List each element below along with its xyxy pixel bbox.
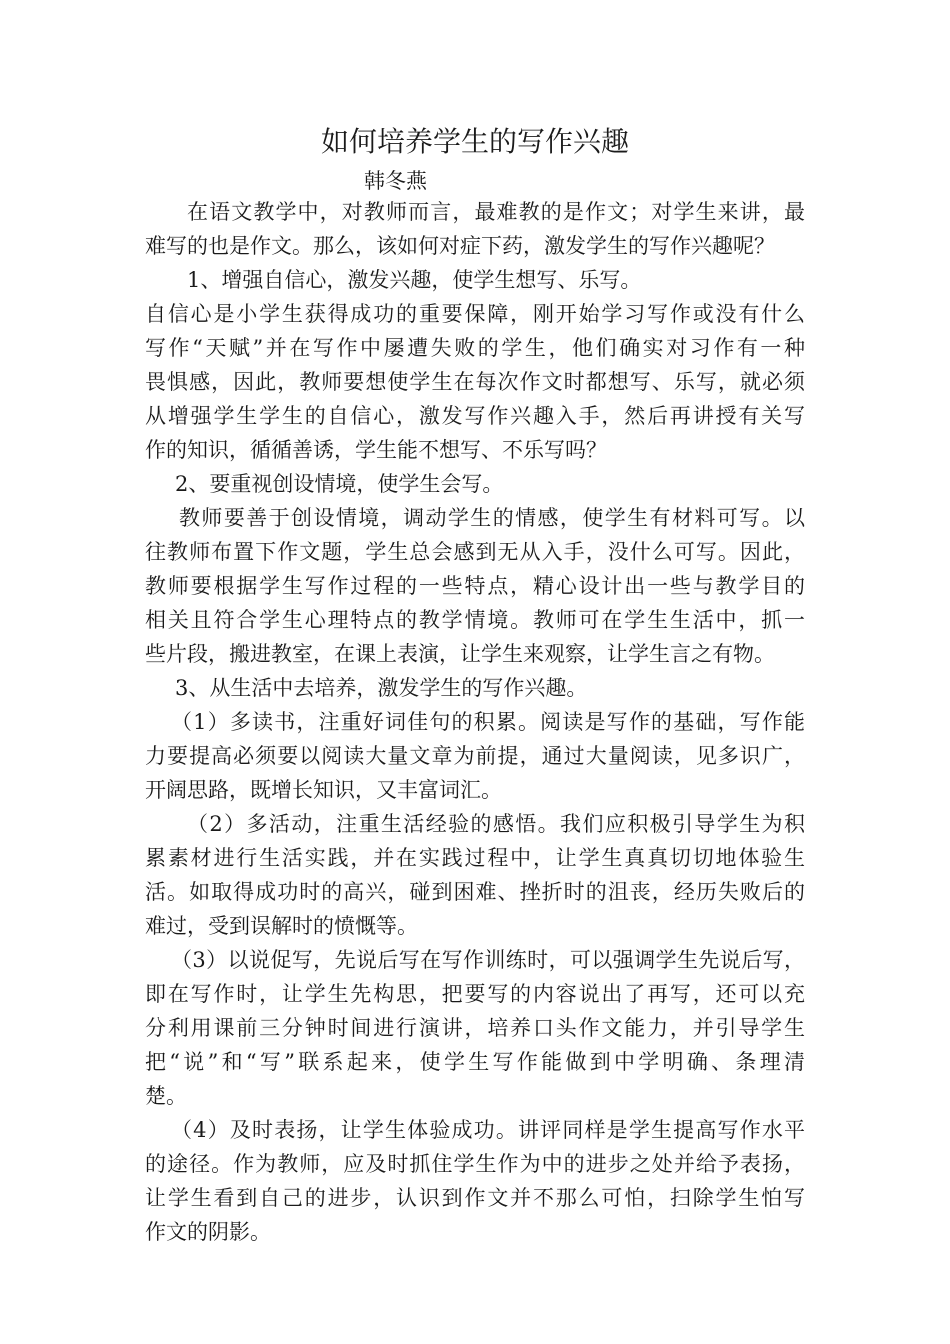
document-author: 韩冬燕 xyxy=(364,169,427,193)
text-line: 即在写作时，让学生先构思，把要写的内容说出了再写，还可以充 xyxy=(145,982,805,1006)
text-line: 的途径。作为教师，应及时抓住学生作为中的进步之处并给予表扬， xyxy=(145,1152,805,1176)
text-line: 开阔思路，既增长知识，又丰富词汇。 xyxy=(145,778,502,802)
paragraph xyxy=(145,739,805,807)
paragraph xyxy=(145,977,805,1113)
paragraph xyxy=(145,195,805,229)
paragraph xyxy=(145,229,805,263)
text-line: 难写的也是作文。那么，该如何对症下药，激发学生的写作兴趣呢？ xyxy=(145,234,775,258)
text-line: 让学生看到自己的进步，认识到作文并不那么可怕，扫除学生怕写 xyxy=(145,1186,805,1210)
text-line: 力要提高必须要以阅读大量文章为前提，通过大量阅读，见多识广， xyxy=(145,744,805,768)
text-line: 畏惧感，因此，教师要想使学生在每次作文时都想写、乐写，就必须 xyxy=(145,370,805,394)
text-line: 在语文教学中，对教师而言，最难教的是作文；对学生来讲，最 xyxy=(187,200,805,224)
text-line: （2）多活动，注重生活经验的感悟。我们应积极引导学生为积 xyxy=(187,812,805,836)
text-line: （4）及时表扬，让学生体验成功。讲评同样是学生提高写作水平 xyxy=(171,1118,805,1142)
text-line: 1、增强自信心，激发兴趣，使学生想写、乐写。 xyxy=(187,268,642,292)
paragraph xyxy=(145,807,805,841)
text-line: 作的知识，循循善诱，学生能不想写、不乐写吗？ xyxy=(145,438,607,462)
text-line: 教师要根据学生写作过程的一些特点，精心设计出一些与教学目的 xyxy=(145,574,805,598)
paragraph xyxy=(145,501,805,535)
text-line: 教师要善于创设情境，调动学生的情感，使学生有材料可写。以 xyxy=(179,506,805,530)
paragraph xyxy=(145,297,805,467)
text-line: 难过，受到误解时的愤慨等。 xyxy=(145,914,418,938)
text-line: 自信心是小学生获得成功的重要保障，刚开始学习写作或没有什么 xyxy=(145,302,805,326)
text-line: 些片段，搬进教室，在课上表演，让学生来观察，让学生言之有物。 xyxy=(145,642,775,666)
paragraph xyxy=(145,705,805,739)
section-heading xyxy=(145,671,835,705)
text-line: 往教师布置下作文题，学生总会感到无从入手，没什么可写。因此， xyxy=(145,540,805,564)
section-heading xyxy=(145,263,847,297)
text-line: 楚。 xyxy=(145,1084,187,1108)
text-line: 3、从生活中去培养，激发学生的写作兴趣。 xyxy=(175,676,588,700)
document-title: 如何培养学生的写作兴趣 xyxy=(320,125,629,158)
paragraph xyxy=(145,943,805,977)
text-line: （3）以说促写，先说后写在写作训练时，可以强调学生先说后写， xyxy=(171,948,805,972)
text-line: 分利用课前三分钟时间进行演讲，培养口头作文能力，并引导学生 xyxy=(145,1016,805,1040)
text-line: 活。如取得成功时的高兴，碰到困难、挫折时的沮丧，经历失败后的 xyxy=(145,880,805,904)
section-heading xyxy=(145,467,835,501)
text-line: 累素材进行生活实践，并在实践过程中，让学生真真切切地体验生 xyxy=(145,846,805,870)
paragraph xyxy=(145,841,805,943)
text-line: 写作“天赋”并在写作中屡遭失败的学生，他们确实对习作有一种 xyxy=(145,336,805,360)
paragraph xyxy=(145,1113,805,1147)
text-line: 2、要重视创设情境，使学生会写。 xyxy=(175,472,504,496)
paragraph xyxy=(145,1147,805,1249)
text-line: 把“说”和“写”联系起来，使学生写作能做到中学明确、条理清 xyxy=(145,1050,805,1074)
paragraph xyxy=(145,535,805,671)
text-line: 相关且符合学生心理特点的教学情境。教师可在学生生活中，抓一 xyxy=(145,608,805,632)
text-line: 从增强学生学生的自信心，激发写作兴趣入手，然后再讲授有关写 xyxy=(145,404,805,428)
text-line: 作文的阴影。 xyxy=(145,1220,271,1244)
text-line: （1）多读书，注重好词佳句的积累。阅读是写作的基础，写作能 xyxy=(171,710,805,734)
